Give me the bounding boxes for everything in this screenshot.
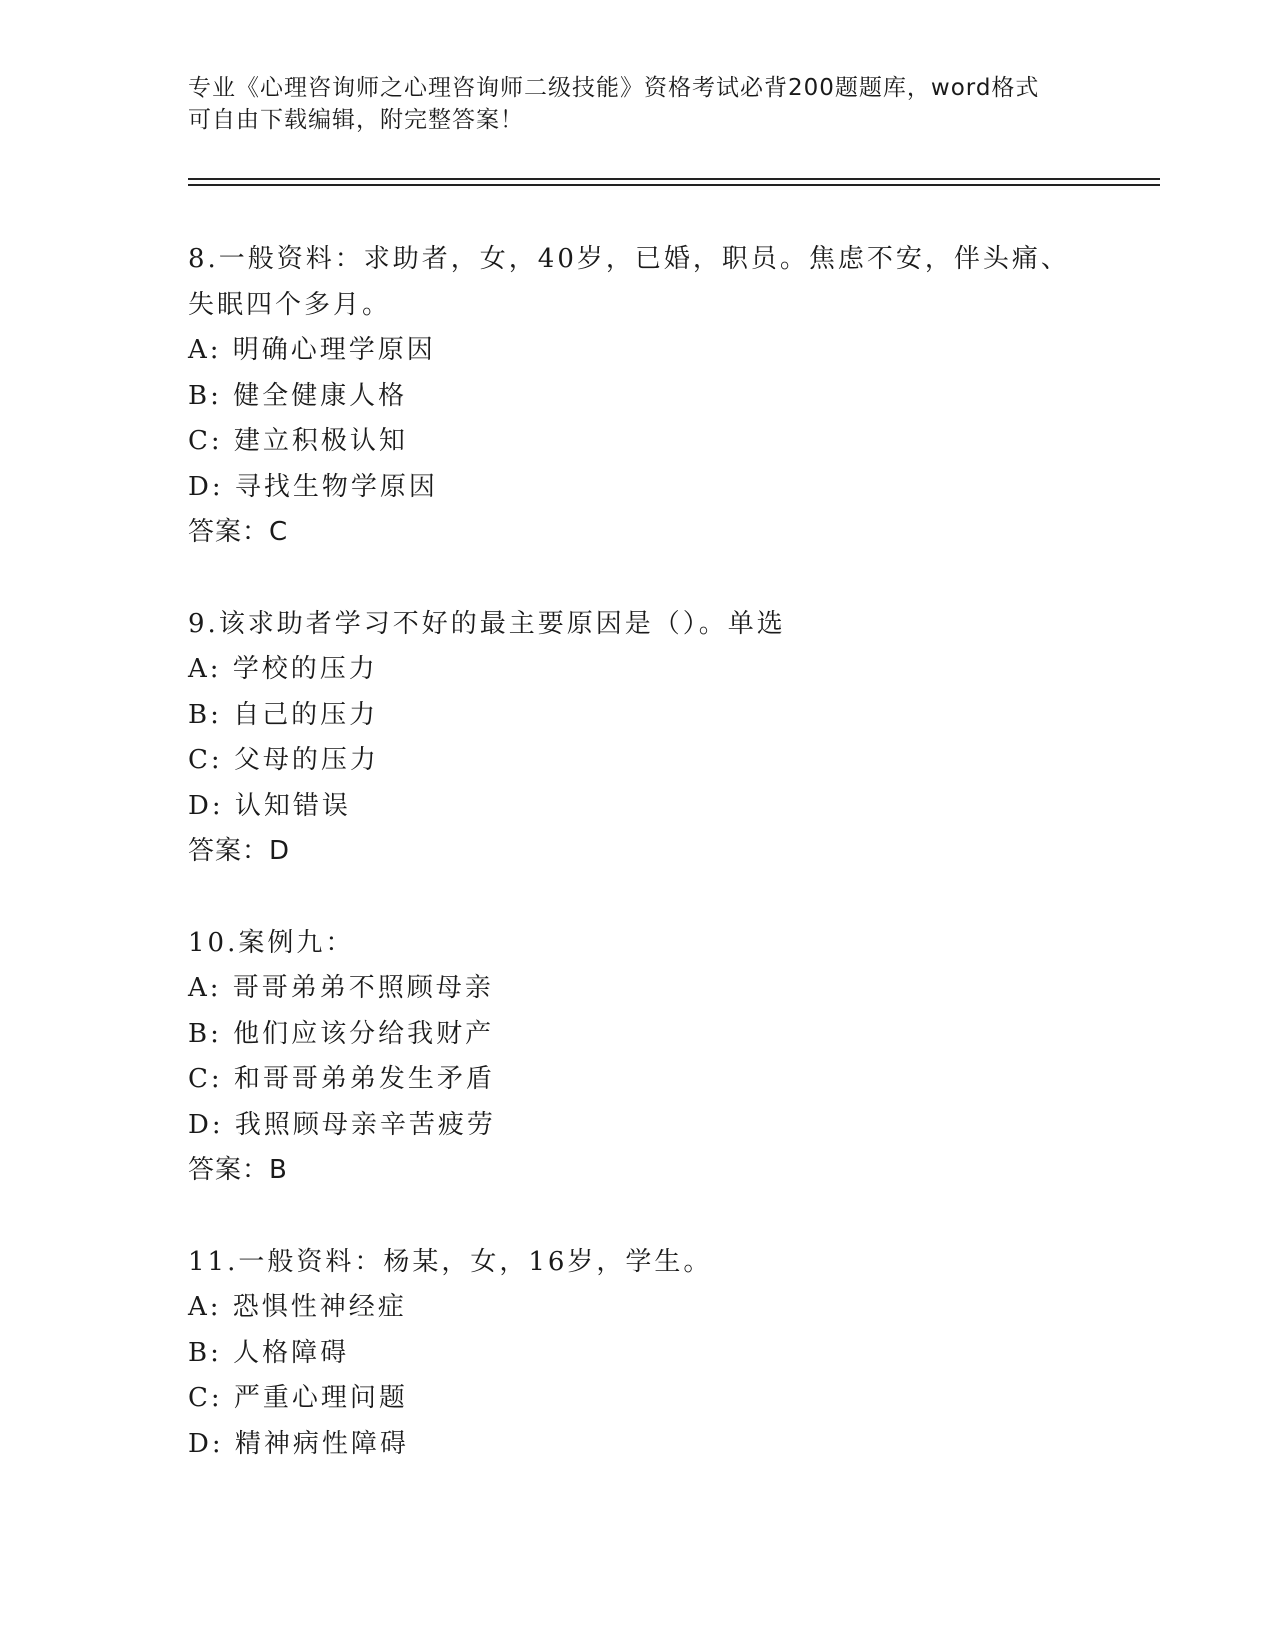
question-8-stem-line-2: 失眠四个多月。 [188, 290, 392, 320]
header-divider-bottom [188, 184, 1160, 186]
question-10-option-b: B: 他们应该分给我财产 [188, 1018, 495, 1049]
question-list [188, 236, 1088, 1467]
question-9-answer: 答案：D [188, 836, 291, 867]
question-8-option-d: D: 寻找生物学原因 [188, 471, 438, 502]
question-11-option-d: D: 精神病性障碍 [188, 1428, 409, 1459]
question-8-answer: 答案：C [188, 517, 289, 548]
question-8 [188, 236, 1088, 556]
header-divider-top [188, 178, 1160, 180]
question-8-stem-line-1: 8.一般资料：求助者，女，40岁，已婚，职员。焦虑不安，伴头痛、 [188, 244, 1070, 274]
question-11-option-a: A: 恐惧性神经症 [188, 1291, 407, 1322]
header-title-line-1: 专业《心理咨询师之心理咨询师二级技能》资格考试必背200题题库，word格式 [188, 75, 1040, 101]
question-11 [188, 1239, 1088, 1467]
question-10-answer: 答案：B [188, 1155, 288, 1186]
question-8-option-a: A: 明确心理学原因 [188, 335, 436, 365]
question-9-option-a: A: 学校的压力 [188, 653, 378, 684]
question-10-option-a: A: 哥哥弟弟不照顾母亲 [188, 972, 494, 1003]
question-11-option-c: C: 严重心理问题 [188, 1383, 408, 1414]
question-8-option-c: C: 建立积极认知 [188, 426, 408, 457]
question-10-stem: 10.案例九： [188, 927, 355, 958]
question-9-stem: 9.该求助者学习不好的最主要原因是（）。单选 [188, 608, 786, 639]
question-9-option-d: D: 认知错误 [188, 790, 351, 821]
question-10 [188, 920, 1088, 1194]
question-10-option-d: D: 我照顾母亲辛苦疲劳 [188, 1109, 496, 1140]
question-9-option-b: B: 自己的压力 [188, 699, 379, 730]
header-title-line-2: 可自由下载编辑，附完整答案！ [188, 107, 524, 133]
question-8-option-b: B: 健全健康人格 [188, 380, 408, 411]
question-10-option-c: C: 和哥哥弟弟发生矛盾 [188, 1064, 495, 1095]
question-9 [188, 601, 1088, 875]
question-9-option-c: C: 父母的压力 [188, 745, 379, 776]
question-11-option-b: B: 人格障碍 [188, 1337, 350, 1368]
question-11-stem: 11.一般资料：杨某，女，16岁，学生。 [188, 1246, 713, 1277]
document-header [188, 72, 1088, 136]
